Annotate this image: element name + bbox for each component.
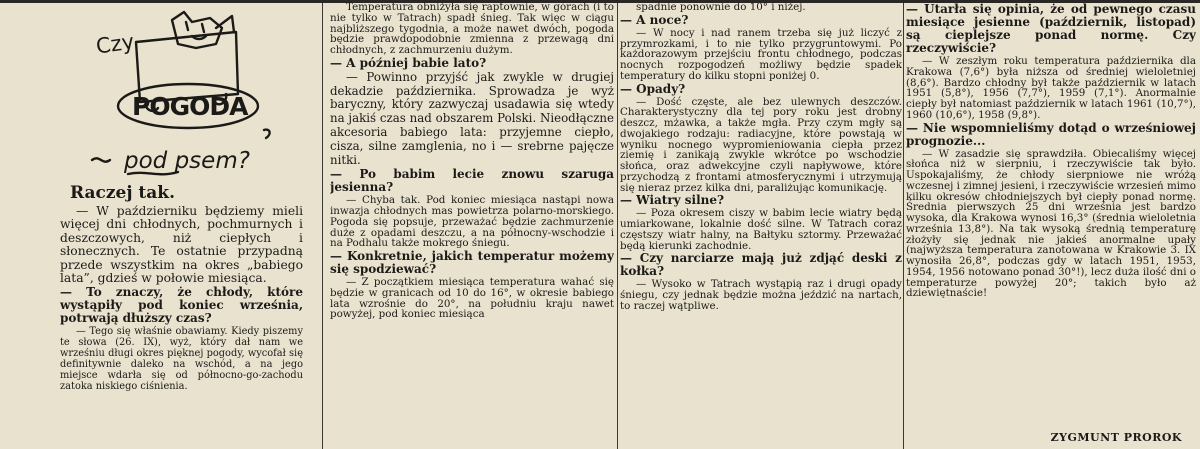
column-4	[906, 2, 1196, 449]
answer: — Tego się właśnie obawiamy. Kiedy piszemy te słowa (26. IX), wyż, który dał nam we wrześniu długi okres pięknej pogody, wycofał się definitywnie daleko na wschód, a na jego miejsce wdarła się od północno-go-zachodu zatoka niskiego ciśnienia.	[60, 326, 303, 393]
logo-word-pod-psem: pod psem?	[124, 148, 250, 174]
question: — Konkretnie, jakich temperatur możemy się spodziewać?	[330, 249, 614, 277]
logo-word-czy: Czy	[94, 29, 136, 59]
answer: — Wysoko w Tatrach wystąpią raz i drugi opady śniegu, czy jednak będzie można jeździć na nartach, to raczej wątpliwe.	[620, 278, 902, 312]
answer: — Z początkiem miesiąca temperatura wahać się będzie w granicach od 10 do 16°, w okresie babiego lata wzrośnie do 20°, na południu kraju nawet powyżej, pod koniec miesiąca	[330, 276, 614, 321]
lead-paragraph: — W październiku będziemy mieli więcej dni chłodnych, pochmurnych i deszczowych, niż ciepłych i słonecznych. Te ostatnie przypadną przede wszystkim na okres „babiego lata”, gdzieś w połowie miesiąca.	[60, 204, 303, 286]
column-2	[330, 2, 614, 449]
column-rule	[903, 3, 904, 449]
answer: — Powinno przyjść jak zwykle w drugiej dekadzie października. Sprowadza je wyż baryczny, który zazwyczaj usadawia się wtedy na jakiś czas nad obszarem Polski. Nieodłączne akcesoria babiego lata: przyjemne ciepło, cisza, silne zamglenia, no i — srebrne pajęcze nitki.	[330, 69, 614, 167]
answer: — W zasadzie się sprawdziła. Obiecaliśmy więcej słońca niż w sierpniu, i rzeczywiście tak było. Uspokajaliśmy, że chłody sierpniowe nie wróżą wczesnej i zimnej jesieni, i rzeczywiście wrzesień mimo kilku okresów chłodniejszych był ciepły ponad normę. Średnia pierwszych 25 dni września jest bardzo wysoka, dla Krakowa wynosi 16,3° (średnia wieloletnia września 13,8°). Na tak wysoką średnią temperaturę złożyły się jednak nie jakieś anormalne upały (najwyższa temperatura zanotowana w Krakowie 3. IX wynosiła 26,8°, podczas gdy w latach 1951, 1953, 1954, 1956 notowano ponad 30°!), lecz duża ilość dni o temperaturze powyżej 20°; takich było aż dziewiętnaście!	[906, 147, 1196, 300]
author-signature: ZYGMUNT PROROK	[1050, 431, 1182, 444]
answer: — Poza okresem ciszy w babim lecie wiatry będą umiarkowane, lokalnie dość silne. W Tatrach coraz częstszy wiatr halny, na Bałtyku sztormy. Przeważać będą kierunki zachodnie.	[620, 207, 902, 252]
question: — Opady?	[620, 81, 686, 96]
logo-word-pogoda: POGODA	[132, 92, 248, 121]
question: — A noce?	[620, 12, 689, 27]
answer: — Chyba tak. Pod koniec miesiąca nastąpi nowa inwazja chłodnych mas powietrza polarno-morskiego. Pogoda się popsuje, przeważać będzie zachmurzenie duże z opadami deszczu, a na północny-wschodzie i na Podhalu także mokrego śniegu.	[330, 194, 614, 250]
lead-heading: Raczej tak.	[70, 183, 175, 203]
question: — A później babie lato?	[330, 55, 487, 70]
question: — Utarła się opinia, że od pewnego czasu miesiące jesienne (październik, listopad) są cieplejsze ponad normę. Czy rzeczywiście?	[906, 2, 1196, 55]
paragraph: Temperatura obniżyła się raptownie, w górach (i to nie tylko w Tatrach) spadł śnieg. Tak więc w ciągu najbliższego tygodnia, a może nawet dwóch, pogoda będzie prawdopodobnie zmienna z przewagą dni chłodnych, z zachmurzeniu dużym.	[330, 2, 614, 56]
column-1	[60, 2, 303, 449]
column-rule	[322, 3, 323, 449]
question: — Czy narciarze mają już zdjąć deski z kołka?	[620, 251, 902, 279]
answer: — Dość częste, ale bez ulewnych deszczów. Charakterystyczny dla tej pory roku jest drobny deszcz, mżawka, a także mgła. Przy czym mgły są dwojakiego rodzaju: radiacyjne, które powstają w wyniku nocnego wypromieniowania ciepła przez ziemię i zanikają zwykle wkrótce po wschodzie słońca, oraz adwekcyjne czyli napływowe, które przychodzą z frontami atmosferycznymi i utrzymują się nieraz przez kilka dni, paraliżując komunikację.	[620, 95, 902, 194]
question: — Wiatry silne?	[620, 193, 725, 208]
question: — Nie wspomnieliśmy dotąd o wrześniowej prognozie...	[906, 120, 1196, 148]
answer: — W nocy i nad ranem trzeba się już liczyć z przymrozkami, i to nie tylko przygruntowymi. Po każdorazowym przejściu frontu chłodnego, podczas nocnych rozpogodzeń możliwy będzie spadek temperatury do kilku stopni poniżej 0.	[620, 26, 902, 82]
question: — Po babim lecie znowu szaruga jesienna?	[330, 167, 614, 195]
question: — To znaczy, że chłody, które wystąpiły pod koniec września, potrwają dłuższy czas?	[60, 285, 303, 326]
column-3	[620, 2, 902, 449]
paragraph: spadnie ponownie do 10° i niżej.	[636, 2, 806, 13]
headline-illustration	[60, 2, 303, 184]
answer: — W zeszłym roku temperatura października dla Krakowa (7,6°) była niższa od średniej wieloletniej (8,6°). Bardzo chłodny był także październik w latach 1951 (5,8°), 1956 (7,7°), 1959 (7,1°). Anormalnie ciepły był natomiast październik w latach 1961 (10,7°), 1960 (10,6°), 1958 (9,8°).	[906, 55, 1196, 121]
column-rule	[617, 3, 618, 449]
